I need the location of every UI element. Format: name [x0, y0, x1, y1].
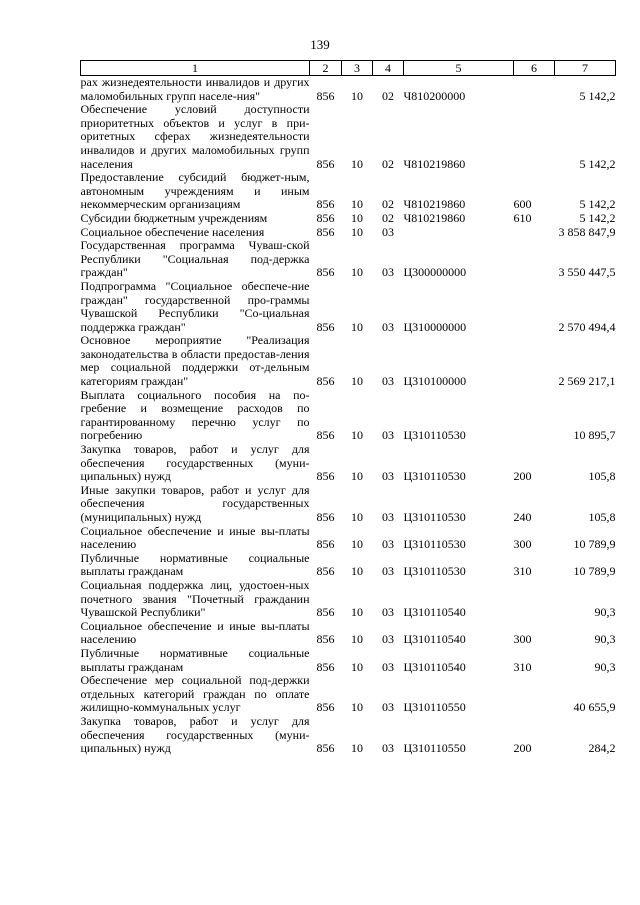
row-amount: 105,8 — [588, 469, 616, 484]
row-subsection: 03 — [382, 469, 394, 484]
row-amount: 40 655,9 — [573, 700, 616, 715]
row-target-article: Ц310110550 — [403, 741, 466, 756]
row-section: 10 — [351, 210, 363, 225]
row-name: Выплата социального пособия на по-гребение и возмещение расходов по гарантированному перечню услуг по погребению — [80, 387, 310, 443]
row-name: Закупка товаров, работ и услуг для обеспечения государственных (муни-ципальных) нужд — [80, 713, 310, 756]
row-name: Обеспечение мер социальной под-держки отдельных категорий граждан по оплате жилищно-коммунальных услуг — [80, 673, 310, 715]
row-section: 10 — [351, 319, 363, 334]
row-expense-type: 200 — [513, 741, 532, 756]
row-name: Субсидии бюджетным учреждениям — [80, 210, 268, 225]
row-section: 10 — [351, 632, 363, 647]
table-row — [81, 715, 616, 756]
table-row — [81, 226, 616, 240]
row-expense-type — [514, 239, 555, 280]
row-code-admin: 856 — [316, 210, 335, 225]
row-target-article: Ч810219860 — [403, 197, 466, 212]
row-target-article: Ч810219860 — [403, 156, 466, 171]
row-name: Социальное обеспечение и иные вы-платы населению — [80, 618, 310, 647]
row-target-article: Ц310110530 — [403, 469, 466, 484]
row-target-article: Ц310100000 — [403, 374, 467, 389]
row-amount: 284,2 — [588, 741, 616, 756]
row-subsection: 02 — [382, 210, 394, 225]
row-name: рах жизнедеятельности инвалидов и других маломобильных групп населе-ния" — [80, 75, 310, 103]
row-section: 10 — [351, 605, 363, 620]
table-row — [81, 674, 616, 715]
row-expense-type: 610 — [513, 210, 532, 225]
row-code-admin: 856 — [316, 537, 335, 552]
header-col-1: 1 — [81, 61, 310, 76]
row-expense-type: 600 — [513, 197, 532, 212]
row-section: 10 — [351, 537, 363, 552]
row-section: 10 — [351, 741, 363, 756]
row-code-admin: 856 — [316, 319, 335, 334]
table-row — [81, 389, 616, 443]
row-target-article: Ц310110530 — [403, 428, 466, 443]
row-expense-type — [514, 226, 555, 240]
row-name: Публичные нормативные социальные выплаты гражданам — [80, 645, 310, 674]
row-amount: 2 569 217,1 — [558, 374, 616, 389]
row-target-article: Ц310110530 — [403, 564, 466, 579]
row-expense-type — [514, 389, 555, 443]
row-subsection: 03 — [382, 632, 394, 647]
row-section: 10 — [351, 265, 363, 280]
row-name: Государственная программа Чуваш-ской Республики "Социальная под-держка граждан" — [80, 238, 310, 280]
row-name: Иные закупки товаров, работ и услуг для обеспечения государственных (муниципальных) нужд — [80, 482, 310, 524]
row-subsection: 02 — [382, 88, 394, 103]
budget-table — [80, 60, 616, 756]
row-amount: 90,3 — [594, 632, 616, 647]
table-row — [81, 212, 616, 226]
row-target-article: Ц310110540 — [403, 605, 466, 620]
header-col-5: 5 — [404, 61, 514, 76]
row-target-article: Ч810219860 — [403, 210, 466, 225]
row-subsection: 03 — [382, 428, 394, 443]
table-row — [81, 525, 616, 552]
row-subsection: 03 — [382, 374, 394, 389]
row-subsection: 02 — [382, 156, 394, 171]
row-amount: 2 570 494,4 — [558, 319, 616, 334]
row-code-admin: 856 — [316, 374, 335, 389]
header-col-4: 4 — [373, 61, 404, 76]
row-expense-type — [514, 579, 555, 620]
row-subsection: 03 — [382, 265, 394, 280]
table-row — [81, 620, 616, 647]
row-subsection: 03 — [382, 224, 394, 239]
row-subsection: 03 — [382, 319, 394, 334]
page-number: 139 — [310, 37, 330, 52]
row-code-admin: 856 — [316, 224, 335, 239]
table-row — [81, 280, 616, 334]
row-section: 10 — [351, 659, 363, 674]
row-expense-type — [514, 280, 555, 334]
header-col-7: 7 — [555, 61, 616, 76]
row-section: 10 — [351, 469, 363, 484]
row-section: 10 — [351, 564, 363, 579]
row-code-admin: 856 — [316, 197, 335, 212]
row-name: Подпрограмма "Социальное обеспече-ние граждан" государственной про-граммы Чувашской Республики "Со-циальная поддержка граждан" — [80, 278, 310, 334]
row-expense-type: 310 — [513, 564, 532, 579]
row-section: 10 — [351, 156, 363, 171]
header-col-2: 2 — [310, 61, 342, 76]
row-code-admin: 856 — [316, 605, 335, 620]
row-code-admin: 856 — [316, 156, 335, 171]
row-amount: 10 789,9 — [573, 537, 616, 552]
row-target-article — [404, 226, 514, 240]
row-subsection: 03 — [382, 700, 394, 715]
row-target-article: Ц310110540 — [403, 659, 466, 674]
row-name: Социальное обеспечение и иные вы-платы населению — [80, 523, 310, 552]
row-expense-type — [514, 76, 555, 104]
row-section: 10 — [351, 224, 363, 239]
row-name: Закупка товаров, работ и услуг для обеспечения государственных (муни-ципальных) нужд — [80, 442, 310, 484]
row-amount: 10 789,9 — [573, 564, 616, 579]
row-amount: 5 142,2 — [579, 88, 616, 103]
row-target-article: Ц310110550 — [403, 700, 466, 715]
row-subsection: 03 — [382, 659, 394, 674]
row-name: Публичные нормативные социальные выплаты гражданам — [80, 550, 310, 579]
row-target-article: Ч810200000 — [403, 88, 466, 103]
row-subsection: 03 — [382, 510, 394, 524]
row-section: 10 — [351, 510, 363, 524]
row-subsection: 03 — [382, 605, 394, 620]
row-target-article: Ц310000000 — [403, 319, 467, 334]
row-expense-type — [514, 334, 555, 388]
header-col-3: 3 — [342, 61, 373, 76]
row-subsection: 03 — [382, 564, 394, 579]
row-amount: 5 142,2 — [579, 156, 616, 171]
row-amount: 3 550 447,5 — [558, 265, 616, 280]
row-expense-type — [514, 103, 555, 171]
row-name: Обеспечение условий доступности приоритетных объектов и услуг в при-оритетных сферах жизнедеятельности инвалидов и других маломобильных групп населения — [80, 102, 310, 171]
row-target-article: Ц310110530 — [403, 537, 466, 552]
row-expense-type: 240 — [513, 510, 532, 524]
row-amount: 90,3 — [594, 605, 616, 620]
row-section: 10 — [351, 428, 363, 443]
header-col-6: 6 — [514, 61, 555, 76]
row-section: 10 — [351, 197, 363, 212]
row-code-admin: 856 — [316, 88, 335, 103]
row-code-admin: 856 — [316, 700, 335, 715]
row-expense-type: 310 — [513, 659, 532, 674]
row-amount: 90,3 — [594, 659, 616, 674]
row-name: Социальная поддержка лиц, удостоен-ных почетного звания "Почетный гражданин Чувашской Республики" — [80, 577, 310, 620]
header-row — [81, 61, 616, 76]
row-code-admin: 856 — [316, 564, 335, 579]
table-row — [81, 647, 616, 674]
row-expense-type: 300 — [513, 537, 532, 552]
table-row — [81, 76, 616, 104]
row-expense-type — [514, 674, 555, 715]
row-code-admin: 856 — [316, 428, 335, 443]
table-body — [81, 76, 616, 756]
row-name: Основное мероприятие "Реализация законодательства в области предостав-ления мер социальной поддержки от-дельным категориям граждан" — [80, 333, 310, 389]
row-subsection: 02 — [382, 197, 394, 212]
row-amount: 5 142,2 — [579, 197, 616, 212]
row-target-article: Ц310110540 — [403, 632, 466, 647]
row-code-admin: 856 — [316, 469, 335, 484]
row-section: 10 — [351, 88, 363, 103]
table-row — [81, 484, 616, 525]
row-subsection: 03 — [382, 741, 394, 756]
row-section: 10 — [351, 374, 363, 389]
row-target-article: Ц310110530 — [403, 510, 466, 524]
table-row — [81, 103, 616, 171]
row-target-article: Ц300000000 — [403, 265, 467, 280]
table-row — [81, 579, 616, 620]
row-subsection: 03 — [382, 537, 394, 552]
row-code-admin: 856 — [316, 265, 335, 280]
table-row — [81, 171, 616, 212]
row-expense-type: 300 — [513, 632, 532, 647]
row-name: Предоставление субсидий бюджет-ным, автономным учреждениям и иным некоммерческим организациям — [80, 170, 310, 212]
row-code-admin: 856 — [316, 510, 335, 524]
row-amount: 105,8 — [588, 510, 616, 524]
row-amount: 3 858 847,9 — [558, 224, 616, 239]
row-expense-type: 200 — [513, 469, 532, 484]
table-row — [81, 334, 616, 388]
table-row — [81, 239, 616, 280]
row-amount: 10 895,7 — [573, 428, 616, 443]
row-section: 10 — [351, 700, 363, 715]
table-row — [81, 443, 616, 484]
table-row — [81, 552, 616, 579]
row-name: Социальное обеспечение населения — [80, 224, 265, 239]
row-amount: 5 142,2 — [579, 210, 616, 225]
row-code-admin: 856 — [316, 741, 335, 756]
row-code-admin: 856 — [316, 632, 335, 647]
row-code-admin: 856 — [316, 659, 335, 674]
